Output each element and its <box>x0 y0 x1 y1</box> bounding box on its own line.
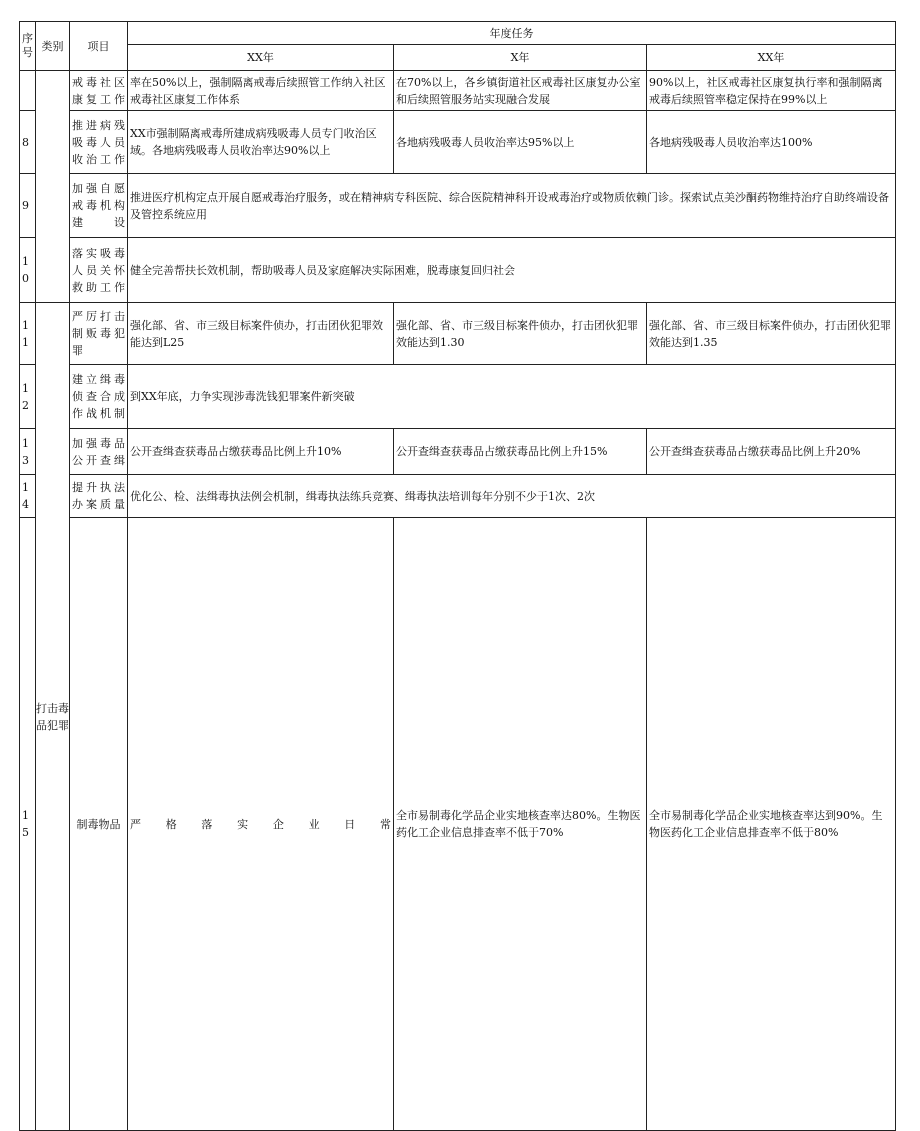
task-cell: 90%以上，社区戒毒社区康复执行率和强制隔离戒毒后续照管率稳定保持在99%以上 <box>647 71 896 111</box>
task-cell-merged: 优化公、检、法缉毒执法例会机制，缉毒执法练兵竞赛、缉毒执法培训每年分别不少于1次、2次 <box>128 475 896 518</box>
table-row <box>20 238 896 303</box>
table-row <box>20 475 896 518</box>
task-cell: 公开查缉查获毒品占缴获毒品比例上升20% <box>647 429 896 475</box>
task-cell: 强化部、省、市三级目标案件侦办，打击团伙犯罪效能达到L25 <box>128 303 394 365</box>
row-project: 严格落实企业日常 <box>128 518 394 1131</box>
row-no: 13 <box>20 429 36 475</box>
row-project: 加强自愿戒毒机构建设 <box>70 174 128 238</box>
table-row <box>20 429 896 475</box>
row-project: 落实吸毒人员关怀救助工作 <box>70 238 128 303</box>
row-project: 戒毒社区康复工作 <box>70 71 128 111</box>
table-row <box>20 518 896 1131</box>
task-cell: 强化部、省、市三级目标案件侦办，打击团伙犯罪效能达到1.30 <box>394 303 647 365</box>
row-project: 严厉打击制贩毒犯罪 <box>70 303 128 365</box>
row-category: 打击毒品犯罪 <box>36 303 70 1131</box>
task-cell: 公开查缉查获毒品占缴获毒品比例上升10% <box>128 429 394 475</box>
task-cell: 全市易制毒化学品企业实地核查率达到90%。生物医药化工企业信息排查率不低于80% <box>647 518 896 1131</box>
table-row <box>20 71 896 111</box>
row-no: 10 <box>20 238 36 303</box>
table-row <box>20 365 896 429</box>
row-no: 14 <box>20 475 36 518</box>
seq-header: 序号 <box>20 22 36 71</box>
task-cell-merged: 健全完善帮扶长效机制，帮助吸毒人员及家庭解决实际困难，脱毒康复回归社会 <box>128 238 896 303</box>
row-no: 15 <box>20 518 36 1131</box>
table-row <box>20 111 896 174</box>
task-cell: 各地病残吸毒人员收治率达100% <box>647 111 896 174</box>
row-no: 12 <box>20 365 36 429</box>
row-project: 加强毒品公开查缉 <box>70 429 128 475</box>
row-no: 11 <box>20 303 36 365</box>
task-cell: XX市强制隔离戒毒所建成病残吸毒人员专门收治区域。各地病残吸毒人员收治率达90%以上 <box>128 111 394 174</box>
task-cell-merged: 到XX年底，力争实现涉毒洗钱犯罪案件新突破 <box>128 365 896 429</box>
project-header: 项目 <box>70 22 128 71</box>
row-category <box>36 71 70 303</box>
task-cell: 强化部、省、市三级目标案件侦办，打击团伙犯罪效能达到1.35 <box>647 303 896 365</box>
annual-tasks-header: 年度任务 <box>128 22 896 45</box>
table-row <box>20 303 896 365</box>
annual-task-table <box>19 21 896 1131</box>
row-no <box>20 71 36 111</box>
row-project: 建立缉毒侦查合成作战机制 <box>70 365 128 429</box>
year-col-3: XX年 <box>647 45 896 71</box>
task-cell: 全市易制毒化学品企业实地核查率达80%。生物医药化工企业信息排查率不低于70% <box>394 518 647 1131</box>
table-row <box>20 174 896 238</box>
task-cell: 各地病残吸毒人员收治率达95%以上 <box>394 111 647 174</box>
task-cell-merged: 推进医疗机构定点开展自愿戒毒治疗服务，或在精神病专科医院、综合医院精神科开设戒毒治疗或物质依赖门诊。探索试点美沙酮药物维持治疗自助终端设备及管控系统应用 <box>128 174 896 238</box>
year-col-1: XX年 <box>128 45 394 71</box>
task-cell: 率在50%以上，强制隔离戒毒后续照管工作纳入社区戒毒社区康复工作体系 <box>128 71 394 111</box>
row-project: 提升执法办案质量 <box>70 475 128 518</box>
task-cell: 在70%以上，各乡镇街道社区戒毒社区康复办公室和后续照管服务站实现融合发展 <box>394 71 647 111</box>
category-header: 类别 <box>36 22 70 71</box>
row-project: 推进病残吸毒人员收治工作 <box>70 111 128 174</box>
year-col-2: X年 <box>394 45 647 71</box>
row-no: 8 <box>20 111 36 174</box>
row-category: 制毒物品 <box>70 518 128 1131</box>
task-cell: 公开查缉查获毒品占缴获毒品比例上升15% <box>394 429 647 475</box>
row-no: 9 <box>20 174 36 238</box>
